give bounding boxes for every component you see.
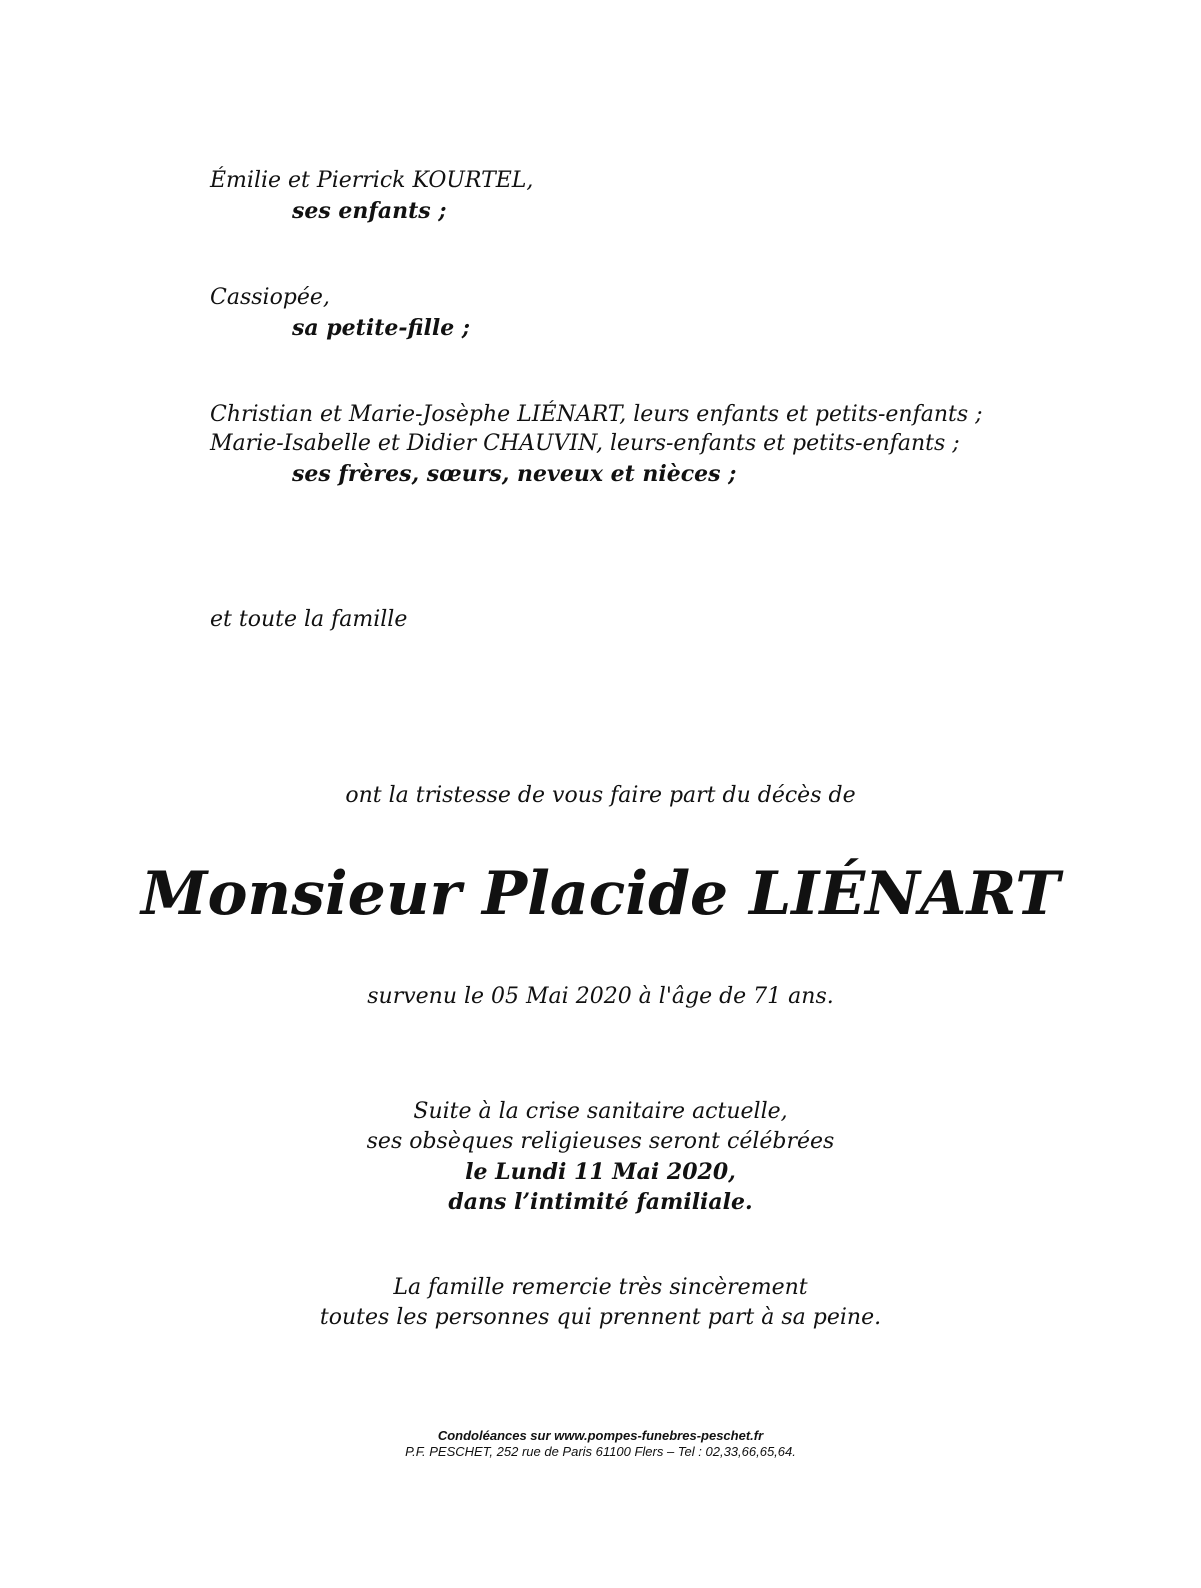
- children-relation: ses enfants ;: [292, 198, 447, 224]
- children-names: Émilie et Pierrick KOURTEL,: [210, 168, 534, 193]
- ceremony-place: dans l’intimité familiale.: [448, 1189, 753, 1215]
- granddaughter-name: Cassiopée,: [210, 285, 330, 310]
- rest-of-family: et toute la famille: [210, 607, 408, 632]
- condolences-link: Condoléances sur www.pompes-funebres-peschet.fr: [437, 1428, 764, 1443]
- ceremony-line-1: Suite à la crise sanitaire actuelle,: [413, 1099, 788, 1124]
- death-info: survenu le 05 Mai 2020 à l'âge de 71 ans.: [367, 984, 834, 1009]
- funeral-home-address: P.F. PESCHET, 252 rue de Paris 61100 Flers – Tel : 02,33,66,65,64.: [405, 1444, 796, 1459]
- ceremony-date: le Lundi 11 Mai 2020,: [465, 1159, 736, 1185]
- deceased-name: Monsieur Placide LIÉNART: [141, 859, 1060, 929]
- ceremony-line-2: ses obsèques religieuses seront célébrées: [366, 1129, 835, 1154]
- granddaughter-relation: sa petite-fille ;: [292, 315, 470, 341]
- siblings-line-2: Marie-Isabelle et Didier CHAUVIN, leurs-enfants et petits-enfants ;: [210, 431, 960, 456]
- siblings-line-1: Christian et Marie-Josèphe LIÉNART, leurs enfants et petits-enfants ;: [210, 402, 983, 427]
- siblings-relation: ses frères, sœurs, neveux et nièces ;: [292, 461, 737, 487]
- thanks-line-2: toutes les personnes qui prennent part à sa peine.: [319, 1305, 882, 1330]
- announcement-intro: ont la tristesse de vous faire part du décès de: [345, 783, 856, 808]
- thanks-line-1: La famille remercie très sincèrement: [393, 1275, 808, 1300]
